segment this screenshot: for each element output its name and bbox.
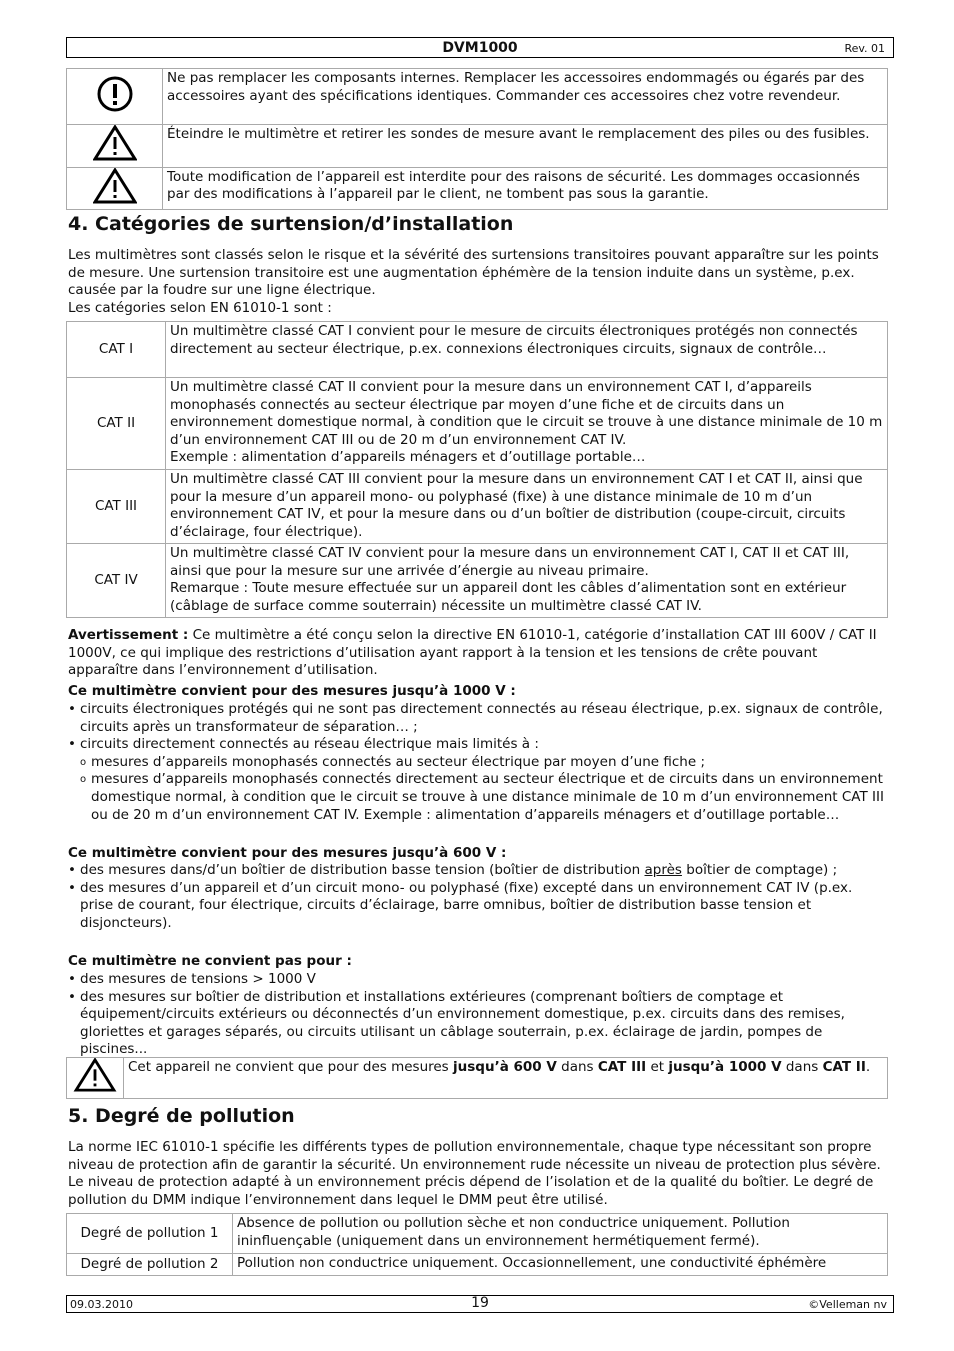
page-number: 19 — [471, 1295, 489, 1311]
section-4-intro-2: Les catégories selon EN 61010-1 sont : — [68, 300, 332, 316]
category-row — [67, 322, 888, 378]
category-row — [67, 378, 888, 470]
doc-title: DVM1000 — [442, 40, 518, 56]
category-example: Exemple : alimentation d’appareils ménagers et d’outillage portable… — [170, 449, 646, 465]
category-name: CAT III — [67, 470, 166, 544]
category-name: CAT IV — [67, 544, 166, 618]
categories-table — [66, 321, 888, 618]
page-header — [66, 37, 894, 58]
category-text: Un multimètre classé CAT I convient pour le mesure de circuits électroniques protégés non connectés directement au secteur électrique, p.ex. connexions électroniques circuits, signaux de contrôle… — [166, 322, 888, 378]
sub-list-item: o mesures d’appareils monophasés connectés directement au secteur électrique et de circuits dans un environnement domestique normal, à condition que le circuit se trouve à une distance minimale de 10 m d’un environnement CAT III ou de 20 m d’un environnement CAT IV. Exemple : alimentation d’appareils ménagers et d’outillage portable… — [80, 771, 884, 823]
pollution-row — [67, 1214, 888, 1254]
warning-paragraph — [68, 627, 888, 680]
list-item: • des mesures d’un appareil et d’un circuit mono- ou polyphasé (fixe) excepté dans un environnement CAT IV (p.ex. prise de courant, four électrique, circuits d’éclairage, barre omnibus, boîtier de distribution basse tension et disjoncteurs). — [68, 879, 853, 931]
list-item: • circuits électroniques protégés qui ne sont pas directement connectés au réseau électrique, p.ex. signaux de contrôle, circuits après un transformateur de séparation… ; — [68, 701, 883, 735]
category-name: CAT I — [67, 322, 166, 378]
exclamation-circle-icon — [67, 69, 163, 125]
note-table — [66, 1057, 888, 1099]
page-footer — [66, 1295, 894, 1313]
category-row — [67, 470, 888, 544]
list-item: • des mesures sur boîtier de distribution et installations extérieures (comprenant boîtiers de comptage et équipement/circuits extérieurs ou déconnectés d’un environnement domestique, p.ex. circuits dans des remises, gloriettes et garages séparés, ou circuits utilisant un câblage souterrain, p.ex. éclairage de jardin, pompes de piscines... — [68, 988, 845, 1058]
pollution-degree-text: Absence de pollution ou pollution sèche et non conductrice uniquement. Pollution ininfluençable (uniquement dans un environnement hermétiquement fermé). — [233, 1214, 888, 1254]
doc-revision: Rev. 01 — [844, 42, 885, 55]
warning-text: Ce multimètre a été conçu selon la directive EN 61010-1, catégorie d’installation CAT III 600V / CAT II 1000V, ce qui implique des restrictions d’utilisation ayant rapport à la tension et les tensions de crête pouvant apparaître dans l’environnement d’utilisation. — [68, 627, 877, 679]
warning-triangle-icon — [67, 167, 163, 210]
list-item: • circuits directement connectés au réseau électrique mais limités à : — [68, 736, 539, 753]
category-text-main: Un multimètre classé CAT IV convient pour la mesure dans un environnement CAT I, CAT II et CAT III, ainsi que pour la mesure sur une arrivée d’énergie au niveau primaire. — [170, 545, 850, 579]
safety-table — [66, 68, 888, 210]
footer-date: 09.03.2010 — [70, 1298, 133, 1311]
safety-row — [67, 69, 888, 125]
pollution-degree-text: Pollution non conductrice uniquement. Occasionnellement, une conductivité éphémère — [233, 1254, 888, 1276]
warning-triangle-icon — [67, 125, 163, 168]
heading-1000v: Ce multimètre convient pour des mesures jusqu’à 1000 V : — [68, 683, 516, 699]
category-text-main: Un multimètre classé CAT II convient pour la mesure dans un environnement CAT I, d’appareils monophasés connectés au secteur électrique par moyen d’une fiche et de circuits dans un environnement domestique normal, à condition que le circuit se trouve à une distance minimale de 10 m d’un environnement CAT III ou de 20 m d’un environnement CAT IV. — [170, 379, 883, 448]
pollution-row — [67, 1254, 888, 1276]
category-name: CAT II — [67, 378, 166, 470]
safety-text: Toute modification de l’appareil est interdite pour des raisons de sécurité. Les dommages occasionnés par des modifications à l’appareil par le client, ne tombent pas sous la garantie. — [163, 167, 888, 210]
safety-row — [67, 167, 888, 210]
section-4-title: 4. Catégories de surtension/d’installation — [68, 213, 514, 235]
pollution-table — [66, 1213, 888, 1276]
list-item: • des mesures de tensions > 1000 V — [68, 971, 316, 987]
category-text — [166, 378, 888, 470]
section-4-intro: Les multimètres sont classés selon le risque et la sévérité des surtensions transitoires pouvant apparaître sur les points de mesure. Une surtension transitoire est une augmentation éphémère de la tension induite dans un système, p.ex. causée par la foudre sur une ligne électrique. — [68, 247, 879, 299]
warning-triangle-icon — [67, 1058, 124, 1099]
list-1000v — [68, 701, 888, 824]
list-not-suitable — [68, 971, 888, 1059]
safety-text: Ne pas remplacer les composants internes. Remplacer les accessoires endommagés ou égarés par des accessoires ayant des spécifications identiques. Commander ces accessoires chez votre revendeur. — [163, 69, 888, 125]
pollution-degree-name: Degré de pollution 1 — [67, 1214, 233, 1254]
category-remark: Remarque : Toute mesure effectuée sur un appareil dont les câbles d’alimentation sont en extérieur (câblage de surface comme souterrain) nécessite un multimètre classé CAT IV. — [170, 580, 847, 614]
note-row — [67, 1058, 888, 1099]
category-text: Un multimètre classé CAT III convient pour la mesure dans un environnement CAT I et CAT II, ainsi que pour la mesure d’un appareil mono- ou polyphasé (fixe) à une distance minimale de 10 m d’un environnement CAT IV, et pour la mesure dans ou d’un boîtier de distribution (coupe-circuit, circuits d’éclairage, four électrique). — [166, 470, 888, 544]
safety-text: Éteindre le multimètre et retirer les sondes de mesure avant le remplacement des piles ou des fusibles. — [163, 125, 888, 168]
section-5-title: 5. Degré de pollution — [68, 1105, 295, 1127]
section-5-intro: La norme IEC 61010-1 spécifie les différents types de pollution environnementale, chaque type nécessitant son propre niveau de protection afin de garantir la sécurité. Un environnement rude nécessite un niveau de protection plus sévère. Le niveau de protection adapté à un environnement précis dépend de l’isolation et de la qualité du boîtier. Le degré de pollution du DMM indique l’environnement dans lequel le DMM peut être utilisé. — [68, 1139, 881, 1208]
safety-row — [67, 125, 888, 168]
note-text: Cet appareil ne convient que pour des mesures jusqu’à 600 V dans CAT III et jusqu’à 1000 V dans CAT II. — [124, 1058, 888, 1099]
warning-label: Avertissement : — [68, 627, 189, 643]
heading-600v: Ce multimètre convient pour des mesures jusqu’à 600 V : — [68, 845, 507, 861]
sub-list-item: o mesures d’appareils monophasés connectés au secteur électrique par moyen d’une fiche ; — [80, 753, 706, 770]
pollution-degree-name: Degré de pollution 2 — [67, 1254, 233, 1276]
category-text — [166, 544, 888, 618]
list-600v — [68, 862, 888, 932]
heading-not-suitable: Ce multimètre ne convient pas pour : — [68, 953, 352, 969]
list-item: • des mesures dans/d’un boîtier de distribution basse tension (boîtier de distribution après boîtier de comptage) ; — [68, 862, 838, 878]
category-row — [67, 544, 888, 618]
footer-brand: ©Velleman nv — [808, 1298, 887, 1311]
